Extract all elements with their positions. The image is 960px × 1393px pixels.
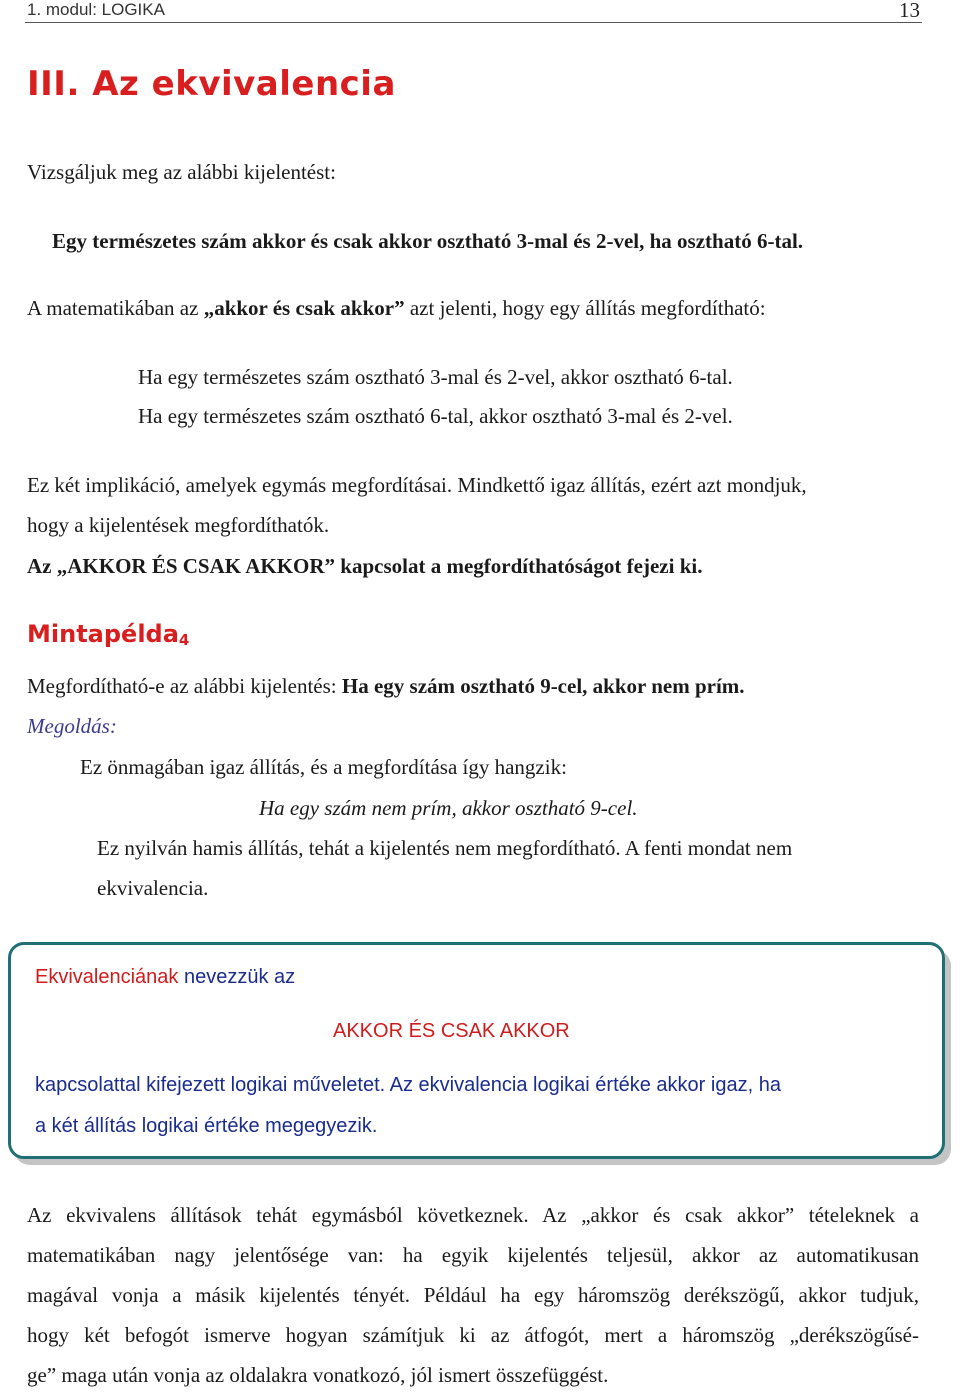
section-title: III. Az ekvivalencia xyxy=(27,64,396,104)
closing-line: magával vonja a másik kijelentés tényét. Például ha egy háromszög derékszögű, akkor tudjuk, xyxy=(27,1283,919,1307)
intro-text: Vizsgáljuk meg az alábbi kijelentést: xyxy=(27,160,336,184)
definition-center-term: AKKOR ÉS CSAK AKKOR xyxy=(333,1020,570,1042)
definition-line: Ekvivalenciának nevezzük az xyxy=(35,966,296,988)
closing-line: hogy két befogót ismerve hogyan számítjuk ki az átfogót, mert a háromszög „derékszögűsé- xyxy=(27,1323,919,1347)
solution-text: ekvivalencia. xyxy=(97,876,209,900)
page-number: 13 xyxy=(899,0,920,22)
closing-line: ge” maga után vonja az oldalakra vonatkozó, jól ismert összefüggést. xyxy=(27,1363,609,1387)
definition-line: kapcsolattal kifejezett logikai műveletet. Az ekvivalencia logikai értéke akkor igaz, ha xyxy=(35,1074,781,1096)
key-statement: Az „AKKOR ÉS CSAK AKKOR” kapcsolat a megfordíthatóságot fejezi ki. xyxy=(27,554,703,578)
paragraph-line: hogy a kijelentések megfordíthatók. xyxy=(27,513,330,537)
solution-text: Ez önmagában igaz állítás, és a megfordítása így hangzik: xyxy=(80,755,567,779)
implication-1: Ha egy természetes szám osztható 3-mal és 2-vel, akkor osztható 6-tal. xyxy=(138,365,733,389)
example-heading: Mintapélda$_4$ xyxy=(27,620,190,649)
module-header: 1. modul: LOGIKA xyxy=(27,0,165,19)
example-question: Megfordítható-e az alábbi kijelentés: Ha egy szám osztható 9-cel, akkor nem prím. xyxy=(27,674,745,698)
closing-line: Az ekvivalens állítások tehát egymásból következnek. Az „akkor és csak akkor” tételeknek a xyxy=(27,1203,919,1227)
closing-line: matematikában nagy jelentősége van: ha egyik kijelentés teljesül, akkor az automatikusan xyxy=(27,1243,919,1267)
solution-label: Megoldás: xyxy=(27,714,117,738)
definition-line: a két állítás logikai értéke megegyezik. xyxy=(35,1115,378,1137)
statement: Egy természetes szám akkor és csak akkor osztható 3-mal és 2-vel, ha osztható 6-tal. xyxy=(52,229,804,253)
math-explanation: A matematikában az „akkor és csak akkor” azt jelenti, hogy egy állítás megfordítható: xyxy=(27,296,766,320)
reversed-statement: Ha egy szám nem prím, akkor osztható 9-cel. xyxy=(259,796,638,820)
header-rule xyxy=(25,22,922,23)
implication-2: Ha egy természetes szám osztható 6-tal, akkor osztható 3-mal és 2-vel. xyxy=(138,404,733,428)
solution-text: Ez nyilván hamis állítás, tehát a kijelentés nem megfordítható. A fenti mondat nem xyxy=(97,836,793,860)
paragraph-line: Ez két implikáció, amelyek egymás megfordításai. Mindkettő igaz állítás, ezért azt mondjuk, xyxy=(27,473,807,497)
definition-box xyxy=(8,942,945,1159)
